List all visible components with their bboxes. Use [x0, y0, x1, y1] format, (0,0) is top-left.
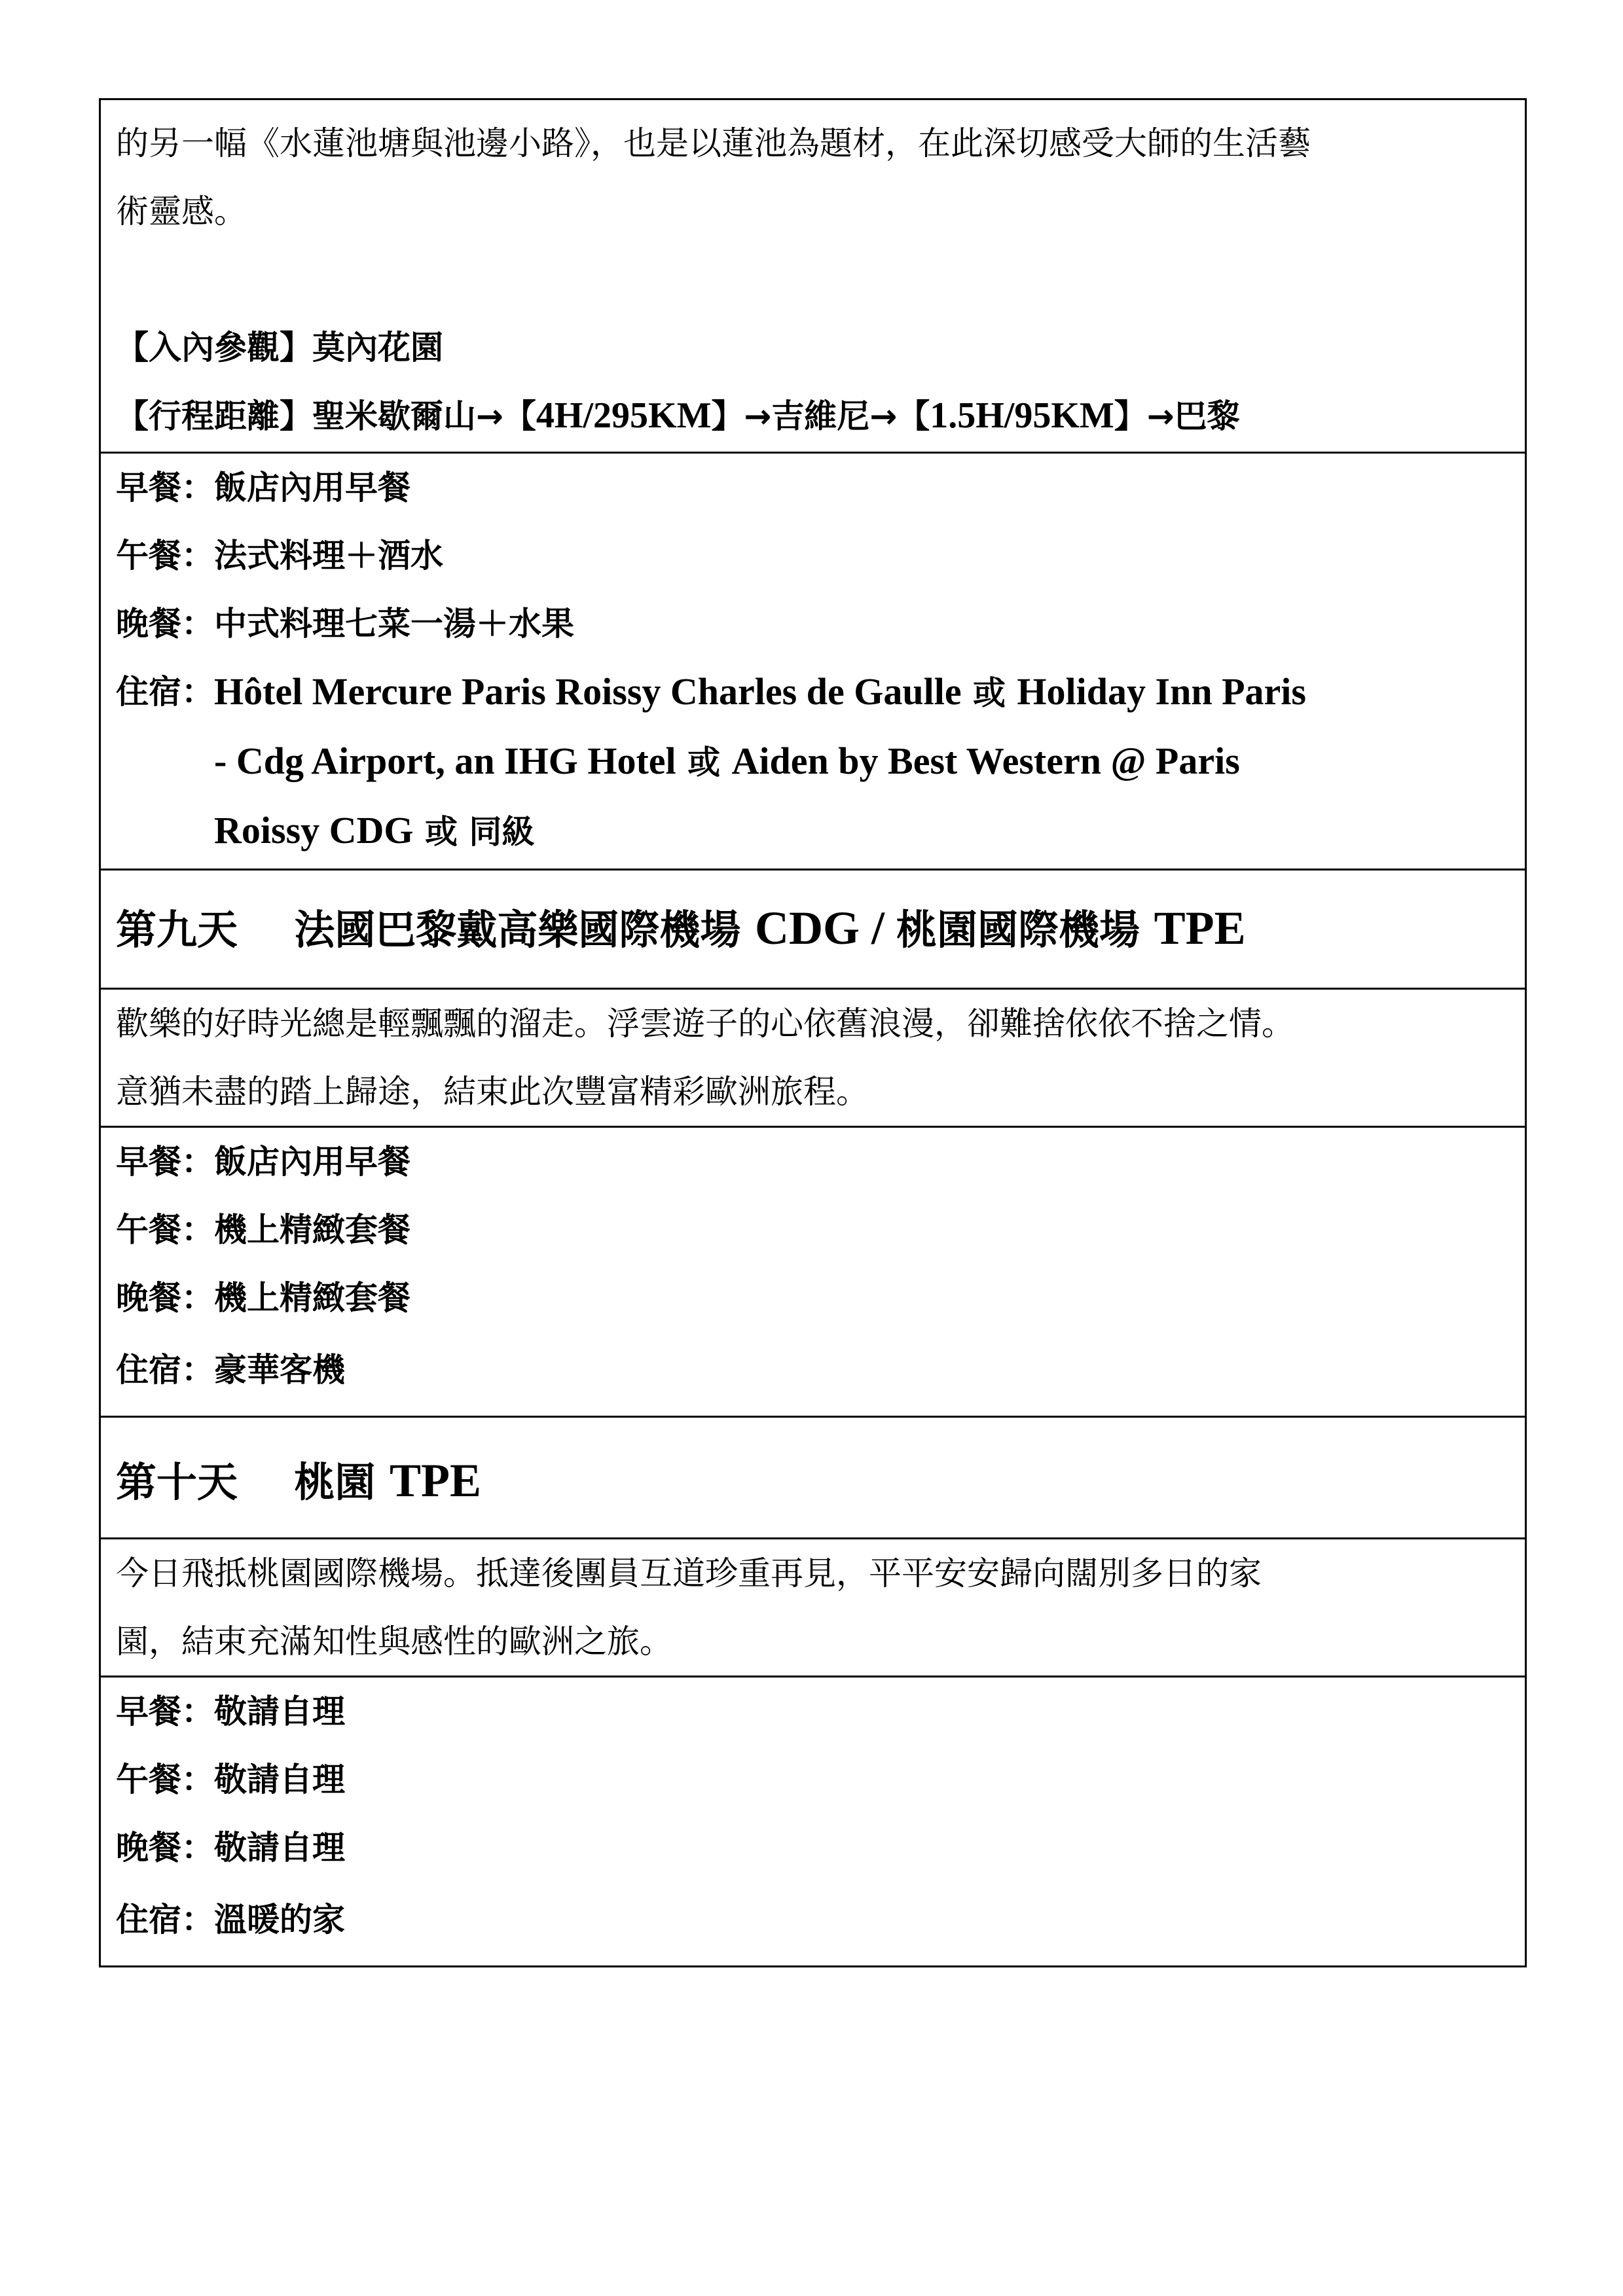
- hotel-name: Roissy CDG: [214, 809, 414, 852]
- hotel-name: - Cdg Airport, an IHG Hotel: [214, 740, 676, 782]
- hotel-line: [116, 658, 1512, 866]
- stay-line: 住宿：豪華客機: [116, 1351, 345, 1389]
- day10-title-cell: [101, 1418, 1525, 1539]
- dinner-line: 晚餐：機上精緻套餐: [116, 1279, 410, 1317]
- day-title: [116, 902, 1512, 956]
- day-number: 第十天: [116, 1458, 238, 1506]
- hotel-key: 住宿：: [116, 673, 214, 711]
- airport-code: TPE: [1154, 902, 1246, 954]
- visit-line: 【入內參觀】莫內花園: [116, 329, 443, 367]
- hotel-options: [214, 658, 1306, 866]
- hotel-equivalent: 同級: [469, 813, 535, 851]
- hotel-option-line: [214, 727, 1306, 797]
- description-line: 的另一幅《水蓮池塘與池邊小路》，也是以蓮池為題材，在此深切感受大師的生活藝: [116, 124, 1311, 162]
- description-line: 歡樂的好時光總是輕飄飄的溜走。浮雲遊子的心依舊浪漫，卻難捨依依不捨之情。: [116, 1005, 1294, 1043]
- description-line: 今日飛抵桃園國際機場。抵達後團員互道珍重再見，平平安安歸向闊別多日的家: [116, 1554, 1262, 1592]
- stay-line: 住宿：溫暖的家: [116, 1901, 345, 1939]
- day10-description-cell: [101, 1539, 1525, 1677]
- hotel-name: Hôtel Mercure Paris Roissy Charles de Gaulle: [214, 670, 962, 713]
- distance-segment-2: 1.5H/95KM: [930, 395, 1114, 436]
- airport-code: CDG /: [754, 902, 896, 954]
- description-line: 園，結束充滿知性與感性的歐洲之旅。: [116, 1623, 672, 1660]
- day9-meals-cell: [101, 1128, 1525, 1418]
- day-title: [116, 1454, 1512, 1509]
- distance-line: [116, 382, 1512, 450]
- distance-suffix: 】→巴黎: [1114, 397, 1240, 435]
- route-destination: 桃園國際機場: [896, 906, 1140, 954]
- description-line: 術靈感。: [116, 192, 247, 230]
- breakfast-line: 早餐：敬請自理: [116, 1693, 345, 1731]
- hotel-name: Holiday Inn Paris: [1017, 670, 1306, 713]
- route-origin: 法國巴黎戴高樂國際機場: [294, 906, 741, 954]
- or-word: 或: [687, 744, 721, 781]
- hotel-name: Aiden by Best Western @ Paris: [731, 740, 1240, 782]
- lunch-line: 午餐：法式料理＋酒水: [116, 537, 443, 575]
- description-line: 意猶未盡的踏上歸途，結束此次豐富精彩歐洲旅程。: [116, 1073, 869, 1111]
- or-word: 或: [973, 674, 1006, 712]
- lunch-line: 午餐：機上精緻套餐: [116, 1211, 410, 1249]
- blank-line: [116, 245, 1512, 314]
- or-word: 或: [424, 813, 458, 851]
- breakfast-line: 早餐：飯店內用早餐: [116, 1143, 410, 1181]
- day10-meals-cell: [101, 1677, 1525, 1965]
- itinerary-table: [99, 98, 1527, 1967]
- distance-segment-1: 4H/295KM: [536, 395, 712, 436]
- breakfast-line: 早餐：飯店內用早餐: [116, 469, 410, 507]
- day9-description-cell: [101, 990, 1525, 1128]
- day9-title-cell: [101, 870, 1525, 990]
- dinner-line: 晚餐：中式料理七菜一湯＋水果: [116, 605, 574, 643]
- distance-prefix: 【行程距離】聖米歇爾山→【: [116, 397, 536, 435]
- day8-description-cell: [101, 100, 1525, 454]
- day-number: 第九天: [116, 906, 238, 954]
- hotel-option-line: [214, 797, 1306, 866]
- airport-code: TPE: [389, 1454, 481, 1507]
- dinner-line: 晚餐：敬請自理: [116, 1829, 345, 1867]
- route-destination: 桃園: [294, 1458, 376, 1506]
- hotel-option-line: [214, 658, 1306, 727]
- day8-meals-cell: [101, 454, 1525, 870]
- lunch-line: 午餐：敬請自理: [116, 1761, 345, 1799]
- distance-mid: 】→吉維尼→【: [711, 397, 930, 435]
